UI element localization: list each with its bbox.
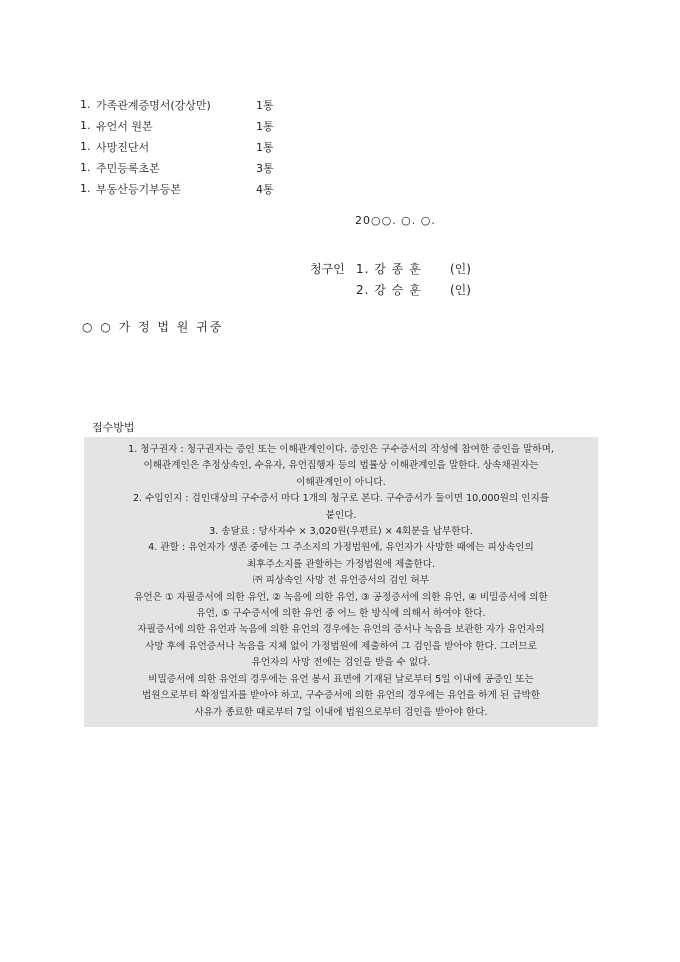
claimant-block <box>310 258 490 300</box>
attachment-name: 부동산등기부등본 <box>96 182 182 196</box>
attachment-item <box>80 94 360 115</box>
notice-line: 유언은 ① 자필증서에 의한 유언, ② 녹음에 의한 유언, ③ 공정증서에 의한 유언, ④ 비밀증서에 의한 <box>134 591 548 603</box>
attachment-quantity: 1통 <box>256 119 274 133</box>
notice-line: 사유가 종료한 때로부터 7일 이내에 법원으로부터 검인을 받아야 한다. <box>194 706 488 718</box>
attachment-quantity: 3통 <box>256 161 274 175</box>
attachment-item <box>80 178 360 199</box>
attachment-number: 1. <box>80 161 91 174</box>
attachment-quantity: 1통 <box>256 140 274 154</box>
attachment-name: 주민등록초본 <box>96 161 160 175</box>
attachment-number: 1. <box>80 182 91 195</box>
notice-line: 이해관계인이 아니다. <box>296 476 386 488</box>
court-addressee: ○ ○ 가 정 법 원 귀중 <box>82 320 224 334</box>
notice-line: ㈜ 피상속인 사망 전 유언증서의 검인 허부 <box>252 575 430 587</box>
attachment-number: 1. <box>80 98 91 111</box>
attachment-name: 유언서 원본 <box>96 119 153 133</box>
seal-mark: (인) <box>450 262 471 276</box>
notice-line: 최후주소지를 관할하는 가정법원에 제출한다. <box>246 558 436 570</box>
notice-line: 자필증서에 의한 유언과 녹음에 의한 유언의 경우에는 유언의 증서나 녹음을 보관한 자가 유언자의 <box>137 624 545 636</box>
attachment-list <box>80 94 360 199</box>
notice-line: 사망 후에 유언증서나 녹음을 지체 없이 가정법원에 제출하여 그 검인을 받아야 한다. 그러므로 <box>145 640 537 652</box>
attachment-quantity: 1통 <box>256 98 274 112</box>
seal-mark: (인) <box>450 283 471 297</box>
claimant-row <box>310 258 490 279</box>
attachment-item <box>80 157 360 178</box>
notice-line: 이해관계인은 추정상속인, 수유자, 유언집행자 등의 법률상 이해관계인을 말한다. 상속채권자는 <box>143 460 539 472</box>
claimant-row <box>310 279 490 300</box>
attachment-number: 1. <box>80 119 91 132</box>
attachment-name: 사망진단서 <box>96 140 150 154</box>
notice-line: 붙인다. <box>325 509 357 521</box>
notice-box <box>84 437 598 727</box>
document-date: 20○○. ○. ○. <box>355 214 436 227</box>
attachment-number: 1. <box>80 140 91 153</box>
claimant-name: 1. 강 종 훈 <box>356 262 422 276</box>
notice-line: 2. 수입인지 : 검인대상의 구수증서 마다 1개의 청구로 본다. 구수증서가 둘이면 10,000원의 인지를 <box>132 493 550 505</box>
claimant-name: 2. 강 승 훈 <box>356 283 422 297</box>
notice-line: 4. 관할 : 유언자가 생존 중에는 그 주소지의 가정법원에, 유언자가 사망한 때에는 피상속인의 <box>148 542 534 554</box>
notice-line: 유언자의 사망 전에는 검인을 받을 수 없다. <box>251 657 431 669</box>
notice-line: 1. 청구권자 : 청구권자는 증인 또는 이해관계인이다. 증인은 구수증서의 작성에 참여한 증인을 말하며, <box>128 444 554 455</box>
notice-line: 비밀증서에 의한 유언의 경우에는 유언 봉서 표면에 기재된 날로부터 5일 이내에 공증인 또는 <box>148 673 534 685</box>
notice-line: 3. 송달료 : 당사자수 × 3,020원(우편료) × 4회분을 납부한다. <box>209 526 473 538</box>
attachment-quantity: 4통 <box>256 182 274 196</box>
attachment-item <box>80 115 360 136</box>
attachment-name: 가족관계증명서(강상만) <box>96 98 211 112</box>
attachment-item <box>80 136 360 157</box>
notice-line: 법원으로부터 확정일자를 받아야 하고, 구수증서에 의한 유언의 경우에는 유언을 하게 된 급박한 <box>141 690 541 702</box>
notice-line: 유언, ⑤ 구수증서에 의한 유언 중 어느 한 방식에 의해서 하여야 한다. <box>196 608 486 620</box>
claimant-label: 청구인 <box>310 262 345 276</box>
notice-title: 접수방법 <box>92 421 135 434</box>
